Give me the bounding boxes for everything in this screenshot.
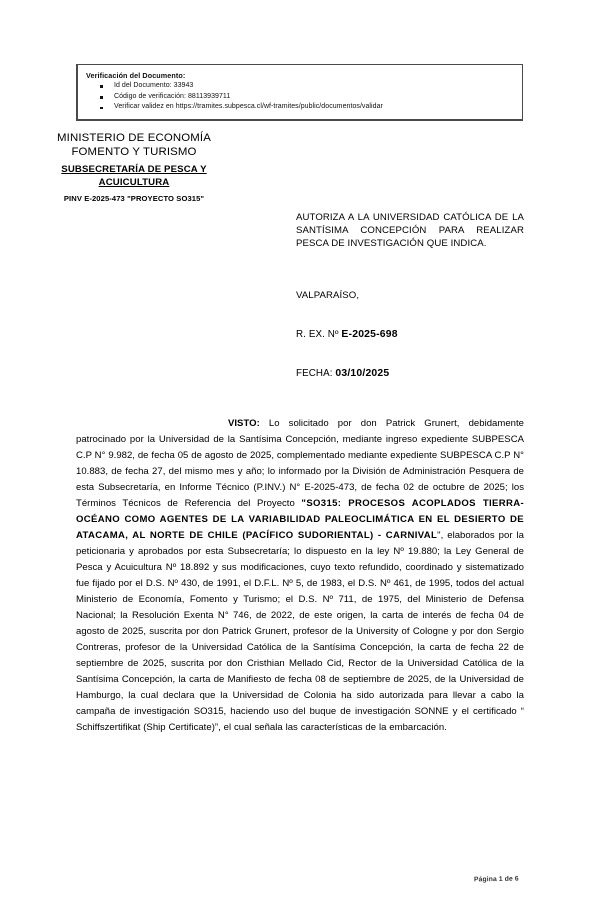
verification-item-url[interactable]: Verificar validez en https://tramites.subpesca.cl/wf-tramites/public/documentos/validar [86,102,516,113]
letterhead [28,131,240,204]
resolution-label: R. EX. Nº [296,329,342,340]
resolution-number: E-2025-698 [341,329,398,340]
document-subject: AUTORIZA A LA UNIVERSIDAD CATÓLICA DE LA SANTÍSIMA CONCEPCIÓN PARA REALIZAR PESCA DE INVESTIGACIÓN QUE INDICA. [296,212,524,250]
place-line: VALPARAÍSO, [296,290,360,301]
date-value: 03/10/2025 [335,368,390,379]
date-line [296,368,389,379]
quote-open: " [301,497,307,509]
ministry-name-line1: MINISTERIO DE ECONOMÍA [57,132,211,144]
verification-box [76,64,523,121]
subsecretaria-name: SUBSECRETARÍA DE PESCA Y ACUICULTURA [61,164,207,188]
ministry-name-line2: FOMENTO Y TURISMO [71,146,197,158]
project-code-label: PINV E-2025-473 "PROYECTO SO315" [63,194,205,203]
visto-label: VISTO: [228,417,260,429]
quote-close: " [437,529,441,541]
visto-part-2: , elaborados por la peticionaria y aprobados por esta Subsecretaría; lo dispuesto en la ley Nº 19.880; la Ley General de Pesca y Acuicultura Nº 18.892 y sus modificaciones, cuyo texto refundido, coordinado y sistematizado fue fijado por el D.S. Nº 430, de 1991, el D.F.L. Nº 5, de 1983, el D.S. Nº 461, de 1995, todos del actual Ministerio de Economía, Fomento y Turismo; el D.S. Nº 711, de 1975, del Ministerio de Defensa Nacional; la Resolución Exenta N° 746, de 2022, de este origen, la carta de interés de fecha 04 de agosto de 2025, suscrita por don Patrick Grunert, profesor de la University of Cologne y por don Sergio Contreras, profesor de la Universidad Católica de la Santísima Concepción, la carta de fecha 22 de septiembre de 2025, suscrita por don Cristhian Mellado Cid, Rector de la Universidad Católica de la Santísima Concepción, la carta de Manifiesto de fecha 08 de septiembre de 2025, de la Universidad de Hamburgo, la cual declara que la Universidad de Colonia ha sido autorizada para llevar a cabo la campaña de investigación SO315, haciendo uso del buque de investigación SONNE y el certificado “ Schiffszertifikat (Ship Certificate)”, el cual señala las características de la embarcación. [76,529,525,734]
verification-item-document-id: Id del Documento: 33943 [86,81,516,92]
project-title: SO315: PROCESOS ACOPLADOS TIERRA-OCÉANO COMO AGENTES DE LA VARIABILIDAD PALEOCLIMÁTICA EN EL DESIERTO DE ATACAMA, AL NORTE DE CHILE (PACÍFICO SUDORIENTAL) - CARNIVAL [76,497,524,541]
verification-title: Verificación del Documento: [86,71,186,80]
visto-part-1: Lo solicitado por don Patrick Grunert, debidamente patrocinado por la Universidad de la Santísima Concepción, mediante ingreso expediente SUBPESCA C.P N° 9.982, de fecha 05 de agosto de 2025, complementado mediante expediente SUBPESCA C.P N° 10.883, de fecha 27, del mismo mes y año; lo informado por la División de Administración Pesquera de esta Subsecretaría, en Informe Técnico (P.INV.) N° E-2025-473, de fecha 02 de octubre de 2025; los Términos Técnicos de Referencia del Proyecto [76,417,524,509]
resolution-number-line [296,329,398,340]
verification-item-code: Código de verificación: 88113939711 [86,92,516,103]
visto-paragraph [76,416,524,737]
verification-list [86,81,516,113]
page-footer: Página 1 de 6 [473,875,519,884]
date-label: FECHA: [296,368,336,379]
